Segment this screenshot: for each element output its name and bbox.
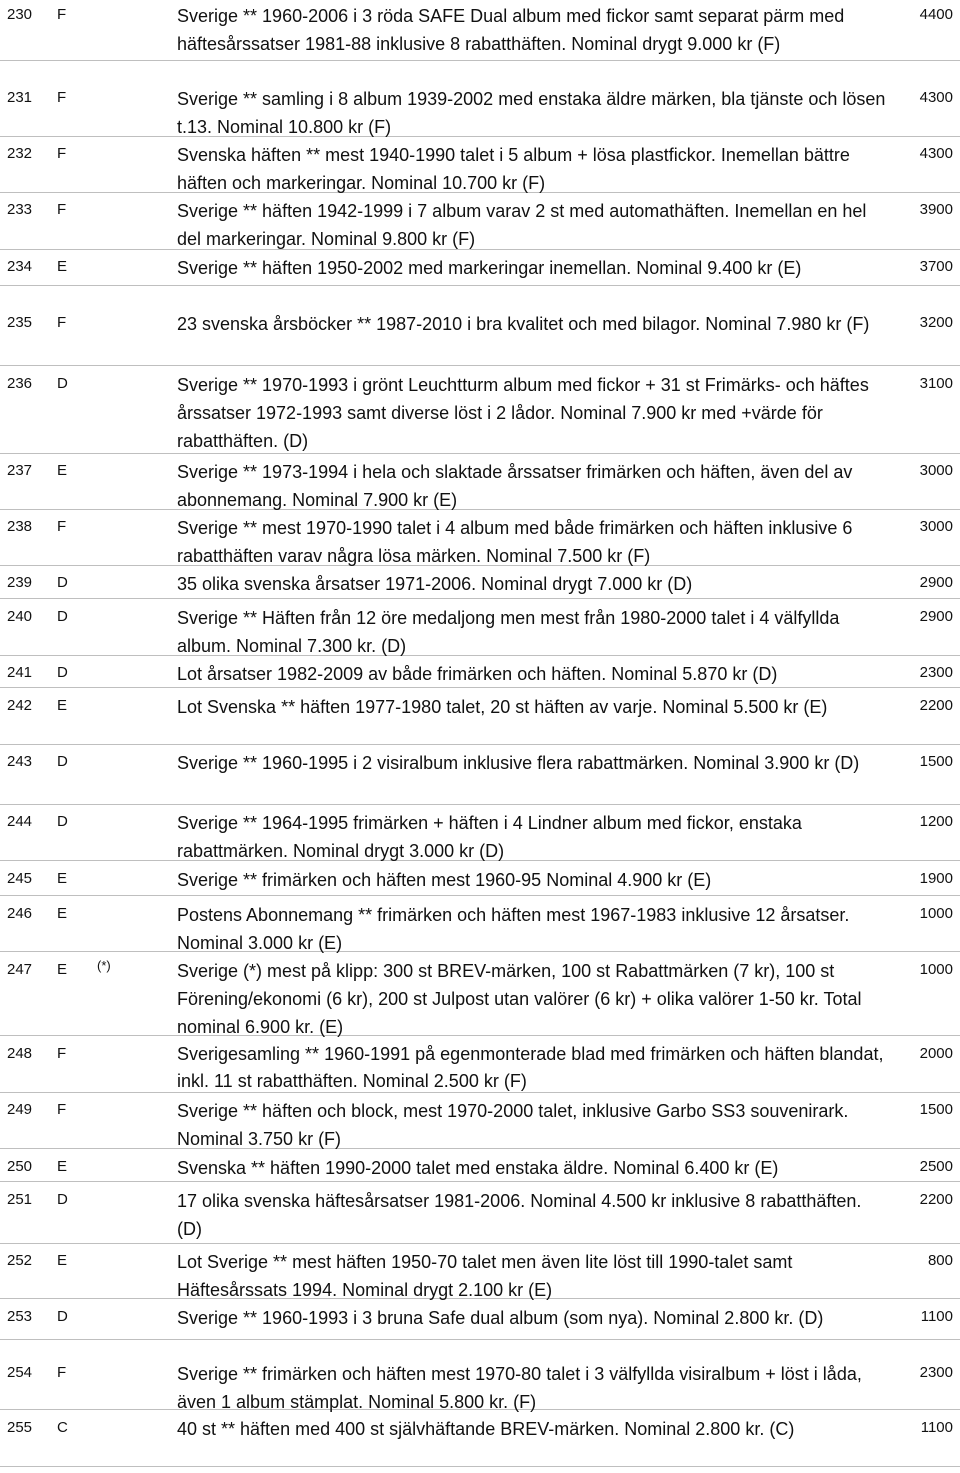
lot-price: 1500 xyxy=(919,1101,953,1118)
lot-price: 4400 xyxy=(919,6,953,23)
lot-grade: E xyxy=(57,870,68,887)
lot-price: 2500 xyxy=(919,1158,953,1175)
lot-number: 251 xyxy=(7,1191,33,1208)
lot-number: 240 xyxy=(7,608,33,625)
lot-grade: E xyxy=(57,462,68,479)
lot-description: Lot årsatser 1982-2009 av både frimärken och häften. Nominal 5.870 kr (D) xyxy=(177,664,778,684)
lot-price: 1200 xyxy=(919,813,953,830)
lot-grade: F xyxy=(57,145,67,162)
lot-price: 3900 xyxy=(919,201,953,218)
lot-description: 35 olika svenska årsatser 1971-2006. Nominal drygt 7.000 kr (D) xyxy=(177,574,693,594)
row-divider xyxy=(0,1466,960,1467)
lot-grade: F xyxy=(57,518,67,535)
lot-grade: D xyxy=(57,375,68,392)
lot-description: Sverige ** frimärken och häften mest 1960-95 Nominal 4.900 kr (E) xyxy=(177,870,712,890)
lot-description: 23 svenska årsböcker ** 1987-2010 i bra kvalitet och med bilagor. Nominal 7.980 kr (F) xyxy=(177,314,870,334)
lot-grade: F xyxy=(57,1364,67,1381)
lot-grade: F xyxy=(57,89,67,106)
lot-number: 231 xyxy=(7,89,33,106)
lot-price: 2000 xyxy=(919,1045,953,1062)
row-divider xyxy=(0,60,960,61)
lot-grade: D xyxy=(57,1191,68,1208)
lot-number: 255 xyxy=(7,1419,33,1436)
lot-description: Sverige ** 1970-1993 i grönt Leuchtturm album med fickor + 31 st Frimärks- och häftes årssatser 1972-1993 samt diverse löst i 2 lådor. Nominal 7.900 kr med +värde för rabatthäften. (D) xyxy=(177,375,869,451)
row-divider xyxy=(0,365,960,366)
lot-price: 1900 xyxy=(919,870,953,887)
lot-price: 3000 xyxy=(919,462,953,479)
lot-description: 17 olika svenska häftesårsatser 1981-2006. Nominal 4.500 kr inklusive 8 rabatthäften. (D) xyxy=(177,1191,862,1239)
lot-number: 236 xyxy=(7,375,33,392)
lot-description: Lot Svenska ** häften 1977-1980 talet, 20 st häften av varje. Nominal 5.500 kr (E) xyxy=(177,697,828,717)
lot-description: Sverige ** 1960-2006 i 3 röda SAFE Dual album med fickor samt separat pärm med häftesårssatser 1981-88 inklusive 8 rabatthäften. Nominal drygt 9.000 kr (F) xyxy=(177,6,845,54)
lot-description: Sverige ** frimärken och häften mest 1970-80 talet i 3 välfyllda visiralbum + löst i låda, även 1 album stämplat. Nominal 5.800 kr. (F) xyxy=(177,1364,862,1412)
lot-price: 2200 xyxy=(919,697,953,714)
lot-grade: D xyxy=(57,753,68,770)
lot-number: 250 xyxy=(7,1158,33,1175)
lot-price: 1000 xyxy=(919,961,953,978)
lot-description: Sverige (*) mest på klipp: 300 st BREV-märken, 100 st Rabattmärken (7 kr), 100 st Förening/ekonomi (6 kr), 200 st Julpost utan valörer (6 kr) + olika valörer 1-50 kr. Total nominal 6.900 kr. (E) xyxy=(177,961,862,1037)
lot-mark: (*) xyxy=(97,958,111,973)
lot-price: 2900 xyxy=(919,574,953,591)
lot-description: 40 st ** häften med 400 st självhäftande BREV-märken. Nominal 2.800 kr. (C) xyxy=(177,1419,795,1439)
lot-description: Sverige ** 1964-1995 frimärken + häften i 4 Lindner album med fickor, enstaka rabattmärken. Nominal drygt 3.000 kr (D) xyxy=(177,813,802,861)
row-divider xyxy=(0,1243,960,1244)
lot-grade: D xyxy=(57,574,68,591)
lot-price: 4300 xyxy=(919,145,953,162)
lot-number: 233 xyxy=(7,201,33,218)
lot-price: 3700 xyxy=(919,258,953,275)
lot-number: 253 xyxy=(7,1308,33,1325)
lot-grade: F xyxy=(57,6,67,23)
lot-description: Postens Abonnemang ** frimärken och häften mest 1967-1983 inklusive 12 årsatser. Nominal 3.000 kr (E) xyxy=(177,905,850,953)
lot-description: Sverige ** häften 1942-1999 i 7 album varav 2 st med automathäften. Inemellan en hel del markeringar. Nominal 9.800 kr (F) xyxy=(177,201,867,249)
lot-number: 242 xyxy=(7,697,33,714)
lot-number: 237 xyxy=(7,462,33,479)
lot-number: 234 xyxy=(7,258,33,275)
lot-number: 247 xyxy=(7,961,33,978)
lot-grade: D xyxy=(57,664,68,681)
lot-number: 232 xyxy=(7,145,33,162)
row-divider xyxy=(0,598,960,599)
lot-description: Svenska ** häften 1990-2000 talet med enstaka äldre. Nominal 6.400 kr (E) xyxy=(177,1158,779,1178)
lot-description: Lot Sverige ** mest häften 1950-70 talet men även lite löst till 1990-talet samt Häftesårssats 1994. Nominal drygt 2.100 kr (E) xyxy=(177,1252,793,1300)
row-divider xyxy=(0,804,960,805)
lot-number: 244 xyxy=(7,813,33,830)
lot-number: 245 xyxy=(7,870,33,887)
lot-number: 252 xyxy=(7,1252,33,1269)
lot-grade: F xyxy=(57,1045,67,1062)
lot-description: Sverige ** 1973-1994 i hela och slaktade årssatser frimärken och häften, även del av abonnemang. Nominal 7.900 kr (E) xyxy=(177,462,853,510)
lot-grade: F xyxy=(57,201,67,218)
lot-grade: E xyxy=(57,258,68,275)
lot-grade: F xyxy=(57,1101,67,1118)
lot-price: 2900 xyxy=(919,608,953,625)
lot-price: 800 xyxy=(927,1252,953,1269)
lot-description: Sverige ** häften 1950-2002 med markeringar inemellan. Nominal 9.400 kr (E) xyxy=(177,258,802,278)
lot-grade: E xyxy=(57,1158,68,1175)
lot-number: 241 xyxy=(7,664,33,681)
lot-description: Sverige ** mest 1970-1990 talet i 4 album med både frimärken och häften inklusive 6 rabatthäften varav några lösa märken. Nominal 7.500 kr (F) xyxy=(177,518,853,566)
lot-description: Sverige ** 1960-1993 i 3 bruna Safe dual album (som nya). Nominal 2.800 kr. (D) xyxy=(177,1308,824,1328)
lot-grade: D xyxy=(57,813,68,830)
row-divider xyxy=(0,895,960,896)
lot-grade: D xyxy=(57,608,68,625)
lot-description: Sverige ** 1960-1995 i 2 visiralbum inklusive flera rabattmärken. Nominal 3.900 kr (D) xyxy=(177,753,860,773)
lot-number: 235 xyxy=(7,314,33,331)
row-divider xyxy=(0,285,960,286)
lot-grade: F xyxy=(57,314,67,331)
lot-description: Sverige ** samling i 8 album 1939-2002 med enstaka äldre märken, bla tjänste och lösen t.13. Nominal 10.800 kr (F) xyxy=(177,89,886,137)
lot-number: 238 xyxy=(7,518,33,535)
lot-description: Svenska häften ** mest 1940-1990 talet i 5 album + lösa plastfickor. Inemellan bättre häften och markeringar. Nominal 10.700 kr (F) xyxy=(177,145,850,193)
lot-price: 3000 xyxy=(919,518,953,535)
lot-number: 254 xyxy=(7,1364,33,1381)
lot-price: 1500 xyxy=(919,753,953,770)
lot-price: 4300 xyxy=(919,89,953,106)
lot-grade: D xyxy=(57,1308,68,1325)
lot-grade: C xyxy=(57,1419,68,1436)
lot-number: 246 xyxy=(7,905,33,922)
lot-price: 3100 xyxy=(919,375,953,392)
lot-grade: E xyxy=(57,961,68,978)
lot-description: Sverige ** Häften från 12 öre medaljong men mest från 1980-2000 talet i 4 välfyllda album. Nominal 7.300 kr. (D) xyxy=(177,608,840,656)
lot-price: 2300 xyxy=(919,664,953,681)
row-divider xyxy=(0,744,960,745)
lot-price: 1100 xyxy=(920,1308,953,1325)
lot-price: 1000 xyxy=(919,905,953,922)
lot-price: 2200 xyxy=(919,1191,953,1208)
lot-price: 1100 xyxy=(920,1419,953,1436)
lot-price: 3200 xyxy=(919,314,953,331)
lot-grade: E xyxy=(57,905,68,922)
lot-price: 2300 xyxy=(919,1364,953,1381)
lot-number: 239 xyxy=(7,574,33,591)
lot-description: Sverigesamling ** 1960-1991 på egenmonterade blad med frimärken och häften blandat, inkl. 11 st rabatthäften. Nominal 2.500 kr (F) xyxy=(177,1044,884,1091)
lot-number: 248 xyxy=(7,1045,33,1062)
lot-number: 230 xyxy=(7,6,33,23)
lot-description: Sverige ** häften och block, mest 1970-2000 talet, inklusive Garbo SS3 souvenirark. Nominal 3.750 kr (F) xyxy=(177,1101,849,1149)
lot-number: 249 xyxy=(7,1101,33,1118)
lot-grade: E xyxy=(57,697,68,714)
row-divider xyxy=(0,1339,960,1340)
lot-grade: E xyxy=(57,1252,68,1269)
lot-number: 243 xyxy=(7,753,33,770)
